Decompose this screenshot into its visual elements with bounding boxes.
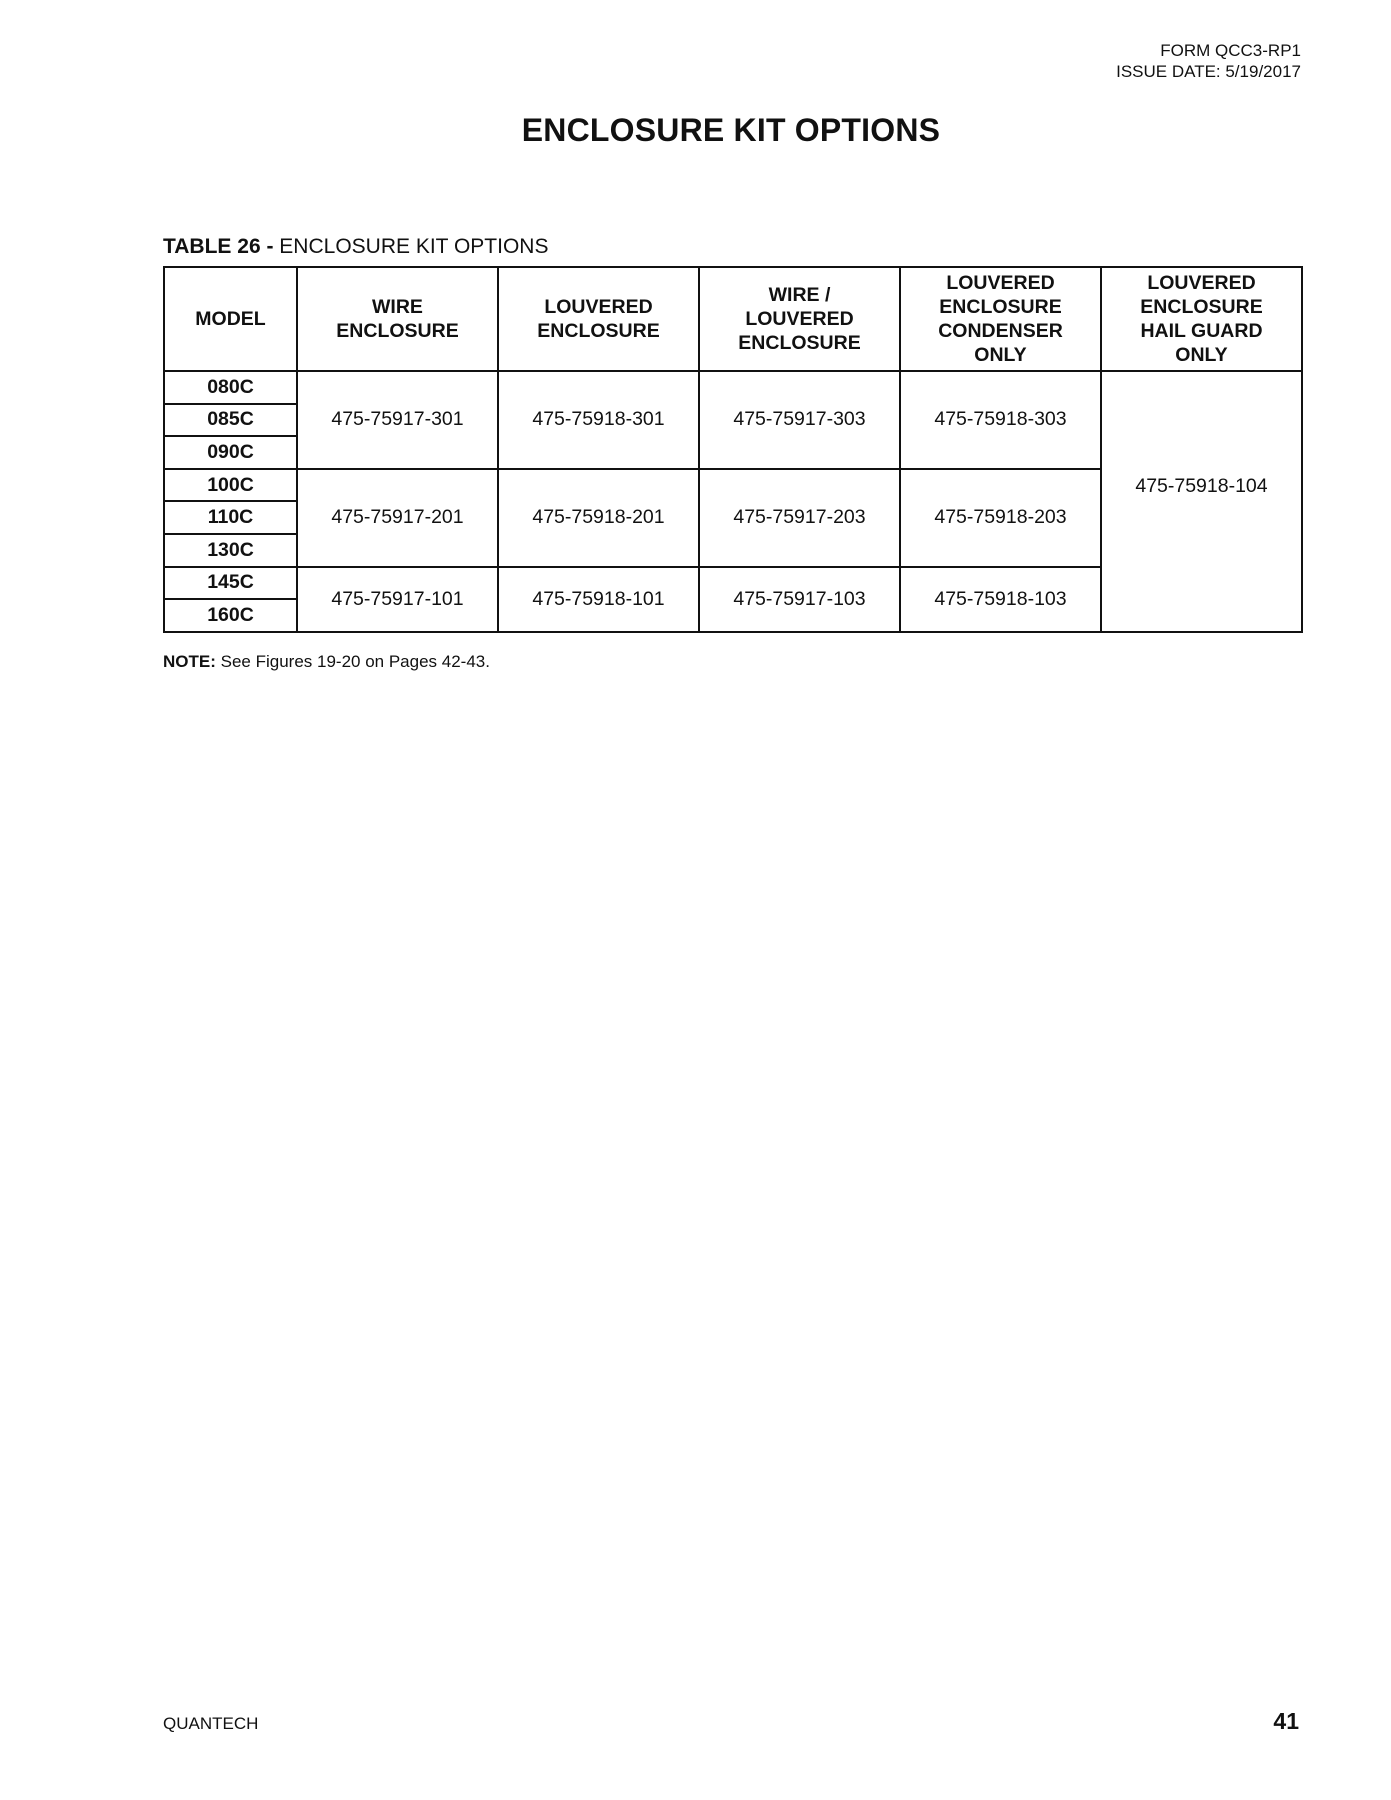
col-header-louvered-condenser-only: LOUVERED ENCLOSURE CONDENSER ONLY [900, 267, 1101, 371]
model-cell: 080C [164, 371, 297, 404]
col-header-louvered-enclosure: LOUVERED ENCLOSURE [498, 267, 699, 371]
form-number: FORM QCC3-RP1 [1160, 41, 1301, 60]
wire-louvered-enclosure-cell: 475-75917-103 [699, 567, 900, 632]
footer-brand: QUANTECH [163, 1714, 259, 1733]
louvered-hail-guard-only-cell: 475-75918-104 [1101, 371, 1302, 632]
wire-enclosure-cell: 475-75917-201 [297, 469, 498, 567]
page-number: 41 [1273, 1708, 1299, 1734]
note-label: NOTE: [163, 652, 216, 671]
form-header [1116, 40, 1301, 82]
wire-louvered-enclosure-cell: 475-75917-303 [699, 371, 900, 469]
table-header-row [164, 267, 1302, 371]
issue-date: ISSUE DATE: 5/19/2017 [1116, 62, 1301, 81]
louvered-enclosure-cell: 475-75918-101 [498, 567, 699, 632]
louvered-condenser-only-cell: 475-75918-103 [900, 567, 1101, 632]
model-cell: 110C [164, 501, 297, 534]
louvered-condenser-only-cell: 475-75918-203 [900, 469, 1101, 567]
model-cell: 085C [164, 404, 297, 437]
table-note [163, 652, 490, 672]
page-title: ENCLOSURE KIT OPTIONS [521, 112, 941, 148]
louvered-enclosure-cell: 475-75918-201 [498, 469, 699, 567]
model-cell: 145C [164, 567, 297, 600]
col-header-model: MODEL [164, 267, 297, 371]
table-caption [163, 235, 548, 259]
model-cell: 100C [164, 469, 297, 502]
wire-enclosure-cell: 475-75917-301 [297, 371, 498, 469]
note-text: See Figures 19-20 on Pages 42-43. [215, 652, 490, 671]
wire-enclosure-cell: 475-75917-101 [297, 567, 498, 632]
louvered-enclosure-cell: 475-75918-301 [498, 371, 699, 469]
model-cell: 090C [164, 436, 297, 469]
table-caption-text: ENCLOSURE KIT OPTIONS [273, 235, 549, 258]
col-header-wire-louvered-enclosure: WIRE / LOUVERED ENCLOSURE [699, 267, 900, 371]
col-header-wire-enclosure: WIRE ENCLOSURE [297, 267, 498, 371]
model-cell: 130C [164, 534, 297, 567]
table-row [164, 371, 1302, 404]
table-number: TABLE 26 - [163, 235, 274, 258]
col-header-louvered-hail-guard-only: LOUVERED ENCLOSURE HAIL GUARD ONLY [1101, 267, 1302, 371]
enclosure-kit-table [163, 266, 1303, 633]
wire-louvered-enclosure-cell: 475-75917-203 [699, 469, 900, 567]
model-cell: 160C [164, 599, 297, 632]
louvered-condenser-only-cell: 475-75918-303 [900, 371, 1101, 469]
